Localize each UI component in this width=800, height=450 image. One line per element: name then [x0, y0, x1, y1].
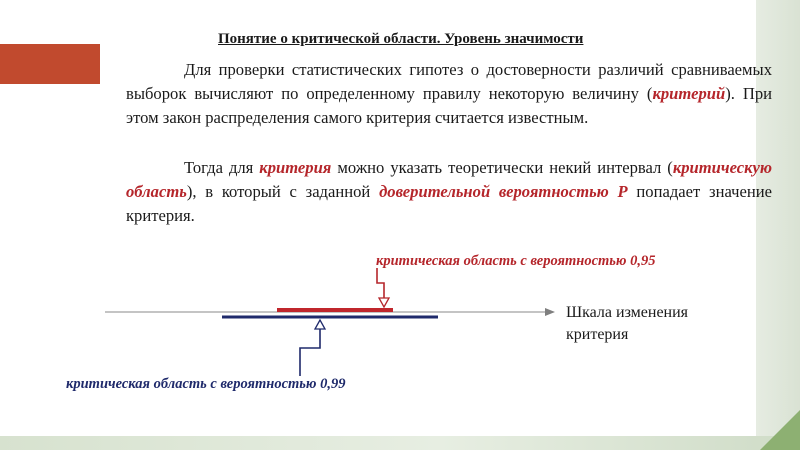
arrow-99-head [315, 320, 325, 329]
paragraph-1-text-a: Для проверки статистических гипотез о достоверности различий сравниваемых выборок вычисляют по определенному правилу некоторую величину ( [126, 60, 772, 103]
term-criterion: критерий [652, 84, 726, 103]
critical-region-95-bar [277, 308, 393, 312]
label-critical-region-95: критическая область с вероятностью 0,95 [376, 253, 656, 269]
term-confidence-probability: доверительной вероятностью P [379, 182, 628, 201]
paragraph-2-text-a: Тогда для [184, 158, 260, 177]
paragraph-1-text-b: ). При этом закон распределения самого критерия считается известным. [126, 84, 773, 127]
arrow-95-head [379, 298, 389, 307]
slide-title: Понятие о критической области. Уровень значимости [218, 31, 584, 47]
term-critical-region: критическую область [126, 158, 773, 201]
paragraph-2-text-d: попадает значение критерия. [126, 182, 772, 225]
arrow-99-pointer [300, 327, 320, 376]
paragraph-2-text-b: можно указать теоретически некий интервал ( [331, 158, 673, 177]
label-critical-region-99: критическая область с вероятностью 0,99 [66, 376, 346, 392]
scale-label: Шкала изменения критерия [566, 304, 689, 343]
paragraph-2-text-c: ), в который с заданной [186, 182, 380, 201]
term-criterion-2: критерия [259, 158, 332, 177]
